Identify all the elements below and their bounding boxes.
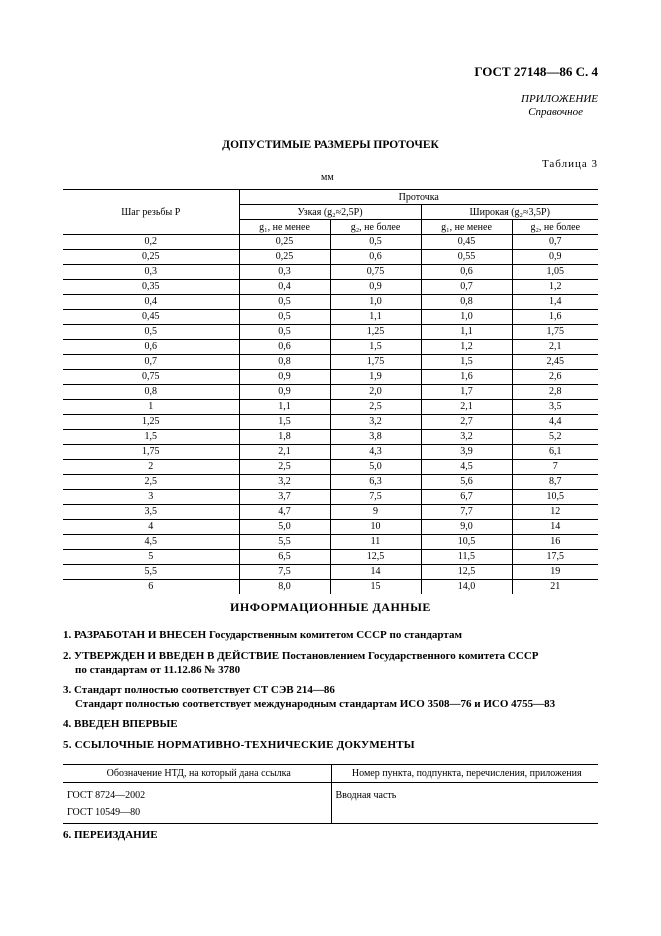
table-title: ДОПУСТИМЫЕ РАЗМЕРЫ ПРОТОЧЕК: [222, 139, 439, 151]
document-code: ГОСТ 27148—86 С. 4: [474, 64, 598, 79]
cell-narrow-g1: 0,4: [239, 280, 330, 295]
cell-wide-g1: 4,5: [421, 460, 512, 475]
cell-wide-g2: 2,6: [512, 370, 598, 385]
cell-wide-g1: 3,2: [421, 430, 512, 445]
cell-narrow-g1: 6,5: [239, 550, 330, 565]
cell-narrow-g2: 14: [330, 565, 421, 580]
cell-pitch: 0,8: [63, 385, 239, 400]
table-row: [63, 310, 598, 325]
cell-wide-g1: 1,2: [421, 340, 512, 355]
cell-narrow-g1: 0,25: [239, 250, 330, 265]
cell-narrow-g1: 8,0: [239, 580, 330, 595]
cell-narrow-g2: 10: [330, 520, 421, 535]
cell-pitch: 3: [63, 490, 239, 505]
cell-pitch: 0,7: [63, 355, 239, 370]
cell-wide-g2: 1,2: [512, 280, 598, 295]
references-table: [63, 764, 598, 824]
cell-pitch: 6: [148, 581, 154, 592]
table-row: [63, 505, 598, 520]
cell-wide-g1: 7,7: [421, 505, 512, 520]
cell-wide-g2: 1,05: [512, 265, 598, 280]
table-row: [63, 580, 598, 595]
cell-wide-g1: 5,6: [421, 475, 512, 490]
cell-narrow-g2: 0,5: [330, 235, 421, 250]
cell-narrow-g1: 0,5: [239, 325, 330, 340]
table-number: Таблица 3: [541, 158, 598, 170]
cell-wide-g2: 6,1: [512, 445, 598, 460]
info-item-6: 6. ПЕРЕИЗДАНИЕ: [63, 829, 158, 841]
cell-wide-g2: 1,75: [512, 325, 598, 340]
cell-wide-g1: 1,0: [421, 310, 512, 325]
info-item-3: 3. Стандарт полностью соответствует СТ СЭВ 214—86: [63, 684, 335, 696]
header-narrow-g1: g₁, не менее: [239, 220, 330, 235]
cell-pitch: 5,5: [63, 565, 239, 580]
info-item-2-cont: по стандартам от 11.12.86 № 3780: [75, 664, 241, 676]
cell-narrow-g2: 1,1: [330, 310, 421, 325]
cell-wide-g1: 3,9: [421, 445, 512, 460]
table-row: [63, 235, 598, 250]
table-row: [63, 490, 598, 505]
cell-pitch: 2: [63, 460, 239, 475]
cell-wide-g2: 12: [512, 505, 598, 520]
cell-narrow-g2: 3,2: [330, 415, 421, 430]
cell-wide-g1: 12,5: [421, 565, 512, 580]
cell-wide-g1: 0,45: [421, 235, 512, 250]
table-row: [63, 280, 598, 295]
refs-doc-1: ГОСТ 8724—2002: [67, 790, 146, 801]
cell-narrow-g2: 1,9: [330, 370, 421, 385]
cell-narrow-g1: 0,5: [239, 310, 330, 325]
cell-narrow-g1: 7,5: [239, 565, 330, 580]
refs-doc-cell: [63, 783, 331, 824]
cell-wide-g1: 2,7: [421, 415, 512, 430]
appendix-label: ПРИЛОЖЕНИЕ: [521, 93, 598, 105]
table-row: [63, 550, 598, 565]
header-wide: Широкая (g₂≈3,5P): [421, 205, 598, 220]
cell-narrow-g1: 1,5: [239, 415, 330, 430]
cell-wide-g1: 9,0: [421, 520, 512, 535]
cell-wide-g2: 2,1: [512, 340, 598, 355]
refs-doc-2: ГОСТ 10549—80: [67, 807, 141, 818]
cell-wide-g2: 19: [512, 565, 598, 580]
cell-wide-g1: 1,1: [421, 325, 512, 340]
cell-pitch: 3,5: [63, 505, 239, 520]
cell-pitch: 0,3: [63, 265, 239, 280]
cell-wide-g2: 2,8: [512, 385, 598, 400]
cell-narrow-g2: 5,0: [330, 460, 421, 475]
cell-wide-g1: 0,6: [421, 265, 512, 280]
cell-narrow-g2: 11: [330, 535, 421, 550]
cell-narrow-g2: 1,5: [330, 340, 421, 355]
cell-wide-g2: 8,7: [512, 475, 598, 490]
groove-table-body: [63, 235, 598, 595]
appendix-type: Справочное: [528, 106, 583, 118]
cell-wide-g2: 1,4: [512, 295, 598, 310]
header-groove: Проточка: [239, 190, 598, 205]
cell-narrow-g1: 0,8: [239, 355, 330, 370]
header-wide-g2: g₂, не более: [512, 220, 598, 235]
cell-narrow-g2: 1,75: [330, 355, 421, 370]
table-row: [63, 265, 598, 280]
refs-header-item: Номер пункта, подпункта, перечисления, приложения: [331, 765, 598, 783]
cell-pitch: 0,75: [63, 370, 239, 385]
cell-narrow-g1: 0,5: [239, 295, 330, 310]
cell-pitch: 0,5: [63, 325, 239, 340]
info-item-2: 2. УТВЕРЖДЕН И ВВЕДЕН В ДЕЙСТВИЕ Постановлением Государственного комитета СССР: [63, 650, 539, 662]
cell-narrow-g1: 0,9: [239, 385, 330, 400]
cell-wide-g2: 14: [512, 520, 598, 535]
cell-narrow-g2: 4,3: [330, 445, 421, 460]
cell-narrow-g2: 0,9: [330, 280, 421, 295]
cell-wide-g1: 0,7: [421, 280, 512, 295]
cell-narrow-g1: 4,7: [239, 505, 330, 520]
cell-wide-g1: 0,8: [421, 295, 512, 310]
cell-pitch: 1,5: [63, 430, 239, 445]
cell-wide-g2: 1,6: [512, 310, 598, 325]
cell-pitch: 0,6: [63, 340, 239, 355]
table-row: [63, 565, 598, 580]
cell-wide-g1: 1,5: [421, 355, 512, 370]
cell-pitch: 1,75: [63, 445, 239, 460]
cell-narrow-g2: 3,8: [330, 430, 421, 445]
cell-pitch: 1,25: [63, 415, 239, 430]
cell-narrow-g1: 2,1: [239, 445, 330, 460]
groove-sizes-table: [63, 189, 598, 594]
cell-wide-g2: 17,5: [512, 550, 598, 565]
table-row: [63, 325, 598, 340]
info-item-3-cont: Стандарт полностью соответствует международным стандартам ИСО 3508—76 и ИСО 4755—83: [75, 698, 556, 710]
cell-narrow-g1: 5,0: [239, 520, 330, 535]
cell-narrow-g2: 6,3: [330, 475, 421, 490]
table-row: [63, 385, 598, 400]
header-narrow-g2: g₂, не более: [330, 220, 421, 235]
cell-narrow-g2: 7,5: [330, 490, 421, 505]
table-row: [63, 295, 598, 310]
info-item-5: 5. ССЫЛОЧНЫЕ НОРМАТИВНО-ТЕХНИЧЕСКИЕ ДОКУМЕНТЫ: [63, 739, 415, 751]
cell-narrow-g2: 0,75: [330, 265, 421, 280]
cell-wide-g2: 5,2: [512, 430, 598, 445]
cell-pitch: 2,5: [63, 475, 239, 490]
cell-narrow-g2: 1,0: [330, 295, 421, 310]
cell-pitch: 4: [63, 520, 239, 535]
table-row: [63, 355, 598, 370]
info-title: ИНФОРМАЦИОННЫЕ ДАННЫЕ: [230, 600, 431, 614]
cell-wide-g2: 0,7: [512, 235, 598, 250]
cell-wide-g2: 3,5: [512, 400, 598, 415]
table-row: [63, 460, 598, 475]
cell-wide-g2: 2,45: [512, 355, 598, 370]
info-item-1: 1. РАЗРАБОТАН И ВНЕСЕН Государственным комитетом СССР по стандартам: [63, 629, 462, 641]
cell-wide-g1: 11,5: [421, 550, 512, 565]
cell-pitch: 1: [63, 400, 239, 415]
cell-narrow-g1: 3,2: [239, 475, 330, 490]
table-row: [63, 400, 598, 415]
table-row: [63, 340, 598, 355]
units-label: мм: [321, 172, 334, 183]
cell-wide-g1: 2,1: [421, 400, 512, 415]
cell-wide-g1: 10,5: [421, 535, 512, 550]
cell-narrow-g2: 2,0: [330, 385, 421, 400]
cell-narrow-g1: 0,6: [239, 340, 330, 355]
cell-wide-g1: 1,6: [421, 370, 512, 385]
cell-wide-g2: 7: [512, 460, 598, 475]
cell-narrow-g1: 5,5: [239, 535, 330, 550]
cell-wide-g2: 21: [512, 580, 598, 595]
cell-narrow-g1: 0,9: [239, 370, 330, 385]
cell-wide-g2: 4,4: [512, 415, 598, 430]
cell-narrow-g2: 2,5: [330, 400, 421, 415]
refs-item-cell: Вводная часть: [331, 783, 598, 824]
cell-narrow-g1: 1,8: [239, 430, 330, 445]
table-row: [63, 250, 598, 265]
cell-pitch: 0,45: [63, 310, 239, 325]
table-row: [63, 520, 598, 535]
cell-narrow-g2: 15: [330, 580, 421, 595]
table-row: [63, 370, 598, 385]
cell-narrow-g1: 1,1: [239, 400, 330, 415]
table-row: [63, 430, 598, 445]
cell-narrow-g1: 0,3: [239, 265, 330, 280]
cell-narrow-g2: 0,6: [330, 250, 421, 265]
table-row: [63, 475, 598, 490]
header-narrow: Узкая (g₂≈2,5P): [239, 205, 421, 220]
table-row: [63, 535, 598, 550]
cell-wide-g2: 16: [512, 535, 598, 550]
info-item-4: 4. ВВЕДЕН ВПЕРВЫЕ: [63, 718, 178, 730]
cell-narrow-g1: 0,25: [239, 235, 330, 250]
refs-header-doc: Обозначение НТД, на который дана ссылка: [63, 765, 331, 783]
cell-narrow-g1: 3,7: [239, 490, 330, 505]
cell-wide-g1: 6,7: [421, 490, 512, 505]
table-row: [63, 415, 598, 430]
table-row: [63, 445, 598, 460]
header-pitch: Шаг резьбы Р: [63, 190, 239, 235]
cell-narrow-g2: 12,5: [330, 550, 421, 565]
cell-narrow-g1: 2,5: [239, 460, 330, 475]
cell-pitch: 4,5: [63, 535, 239, 550]
cell-wide-g2: 10,5: [512, 490, 598, 505]
cell-narrow-g2: 9: [330, 505, 421, 520]
cell-pitch: 0,25: [63, 250, 239, 265]
cell-pitch: 0,35: [63, 280, 239, 295]
cell-pitch: 0,4: [63, 295, 239, 310]
cell-pitch: 0,2: [63, 235, 239, 250]
header-wide-g1: g₁, не менее: [421, 220, 512, 235]
cell-wide-g1: 0,55: [421, 250, 512, 265]
cell-wide-g1: 1,7: [421, 385, 512, 400]
cell-wide-g2: 0,9: [512, 250, 598, 265]
cell-wide-g1: 14,0: [421, 580, 512, 595]
cell-pitch: 5: [63, 550, 239, 565]
cell-narrow-g2: 1,25: [330, 325, 421, 340]
